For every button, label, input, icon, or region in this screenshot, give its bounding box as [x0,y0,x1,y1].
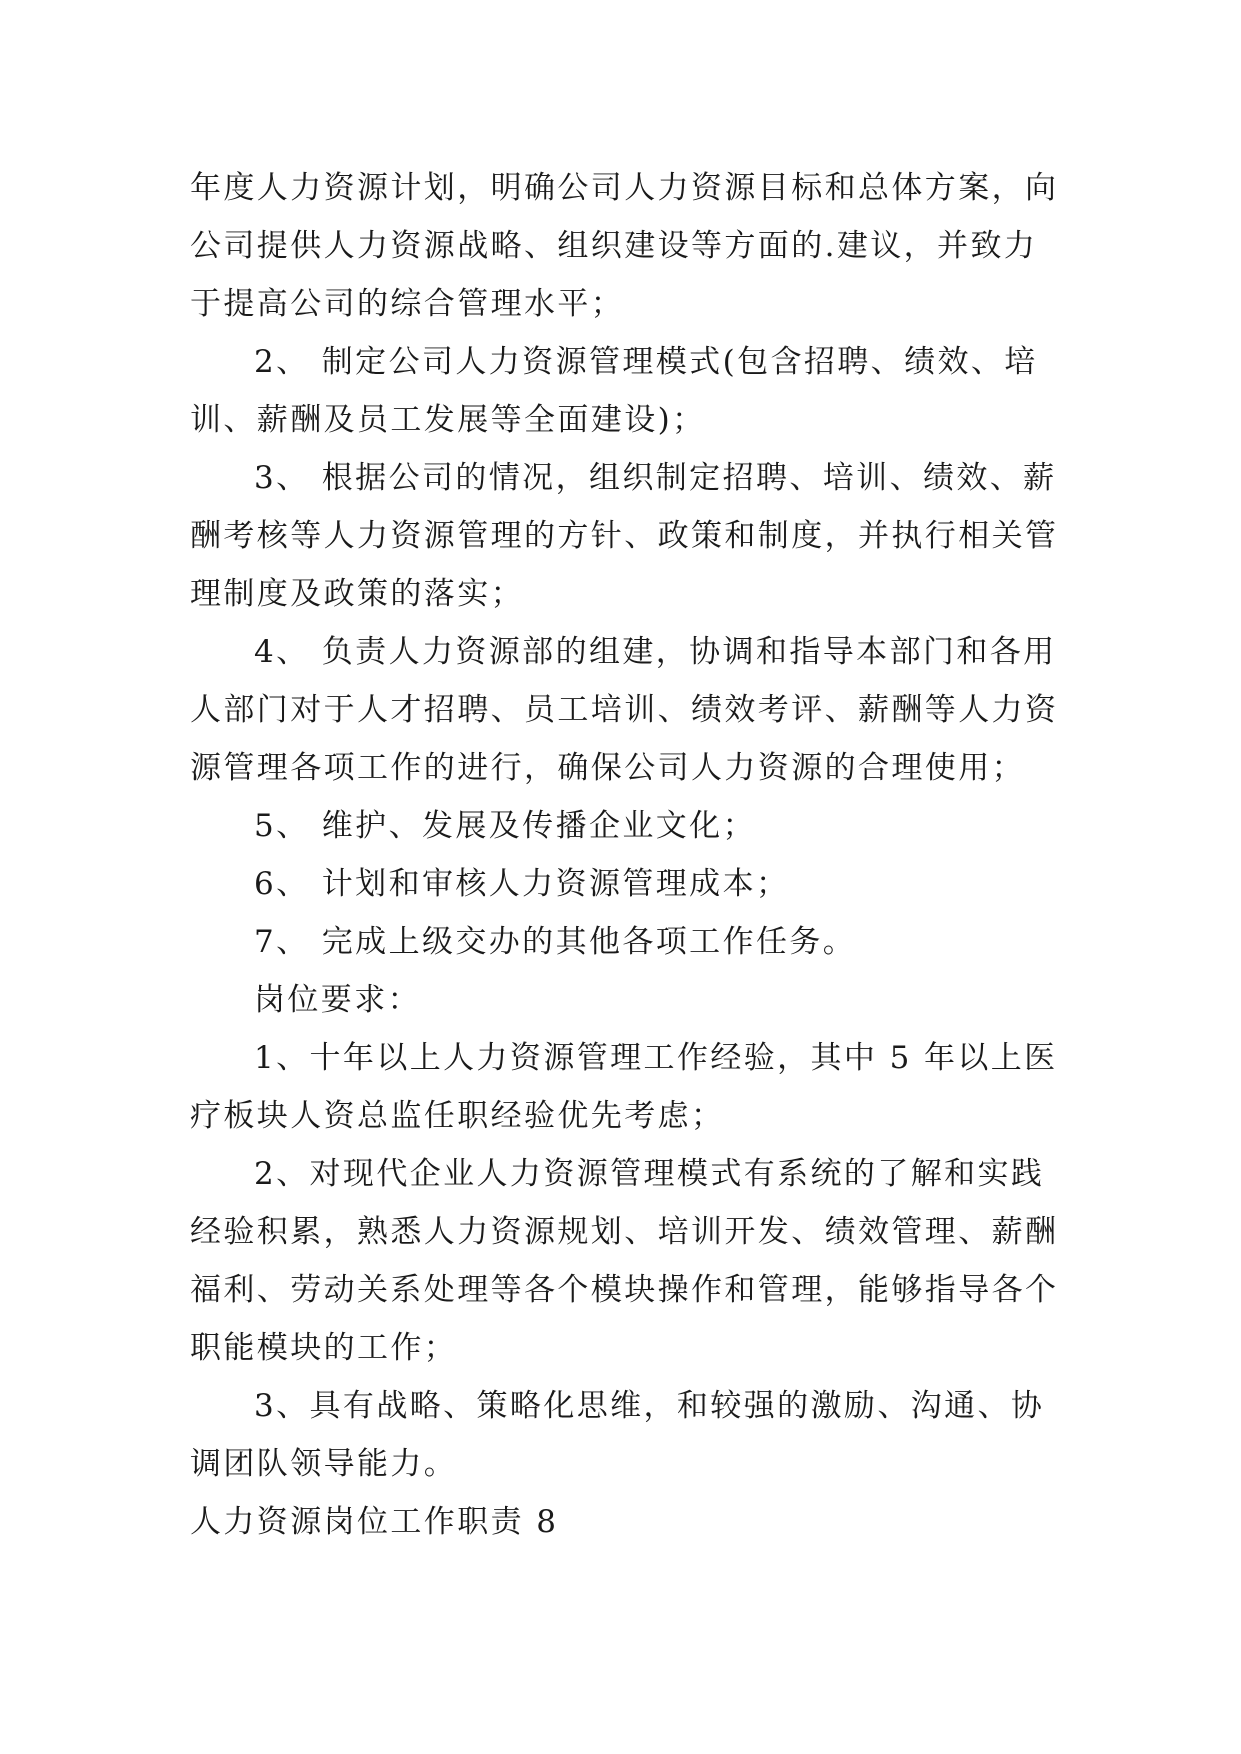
text-line: 于提高公司的综合管理水平； [190,286,625,322]
text-line: 人部门对于人才招聘、员工培训、绩效考评、薪酬等人力资 [190,692,1059,728]
text-line: 职能模块的工作； [190,1330,458,1366]
text-line: 源管理各项工作的进行，确保公司人力资源的合理使用； [190,750,1025,786]
text-line: 理制度及政策的落实； [190,576,524,612]
text-line: 酬考核等人力资源管理的方针、政策和制度，并执行相关管 [190,518,1059,554]
list-item-7: 7、 完成上级交办的其他各项工作任务。 [254,924,857,960]
list-item-2: 2、 制定公司人力资源管理模式(包含招聘、绩效、培 [254,344,1038,380]
text-line: 公司提供人力资源战略、组织建设等方面的.建议，并致力 [190,228,1038,264]
list-item-3: 3、 根据公司的情况，组织制定招聘、培训、绩效、薪 [254,460,1057,496]
requirement-3: 3、具有战略、策略化思维，和较强的激励、沟通、协 [254,1388,1045,1424]
text-line: 经验积累，熟悉人力资源规划、培训开发、绩效管理、薪酬 [190,1214,1059,1250]
list-item-4: 4、 负责人力资源部的组建，协调和指导本部门和各用 [254,634,1057,670]
text-line: 训、薪酬及员工发展等全面建设)； [190,402,706,438]
text-line: 福利、劳动关系处理等各个模块操作和管理，能够指导各个 [190,1272,1059,1308]
text-line: 年度人力资源计划，明确公司人力资源目标和总体方案，向 [190,170,1059,206]
section-title: 人力资源岗位工作职责 8 [190,1504,559,1540]
text-line: 调团队领导能力。 [190,1446,458,1482]
list-item-6: 6、 计划和审核人力资源管理成本； [254,866,790,902]
requirement-1: 1、十年以上人力资源管理工作经验，其中 5 年以上医 [254,1040,1058,1076]
section-heading: 岗位要求： [254,982,421,1018]
list-item-5: 5、 维护、发展及传播企业文化； [254,808,756,844]
requirement-2: 2、对现代企业人力资源管理模式有系统的了解和实践 [254,1156,1045,1192]
text-line: 疗板块人资总监任职经验优先考虑； [190,1098,725,1134]
